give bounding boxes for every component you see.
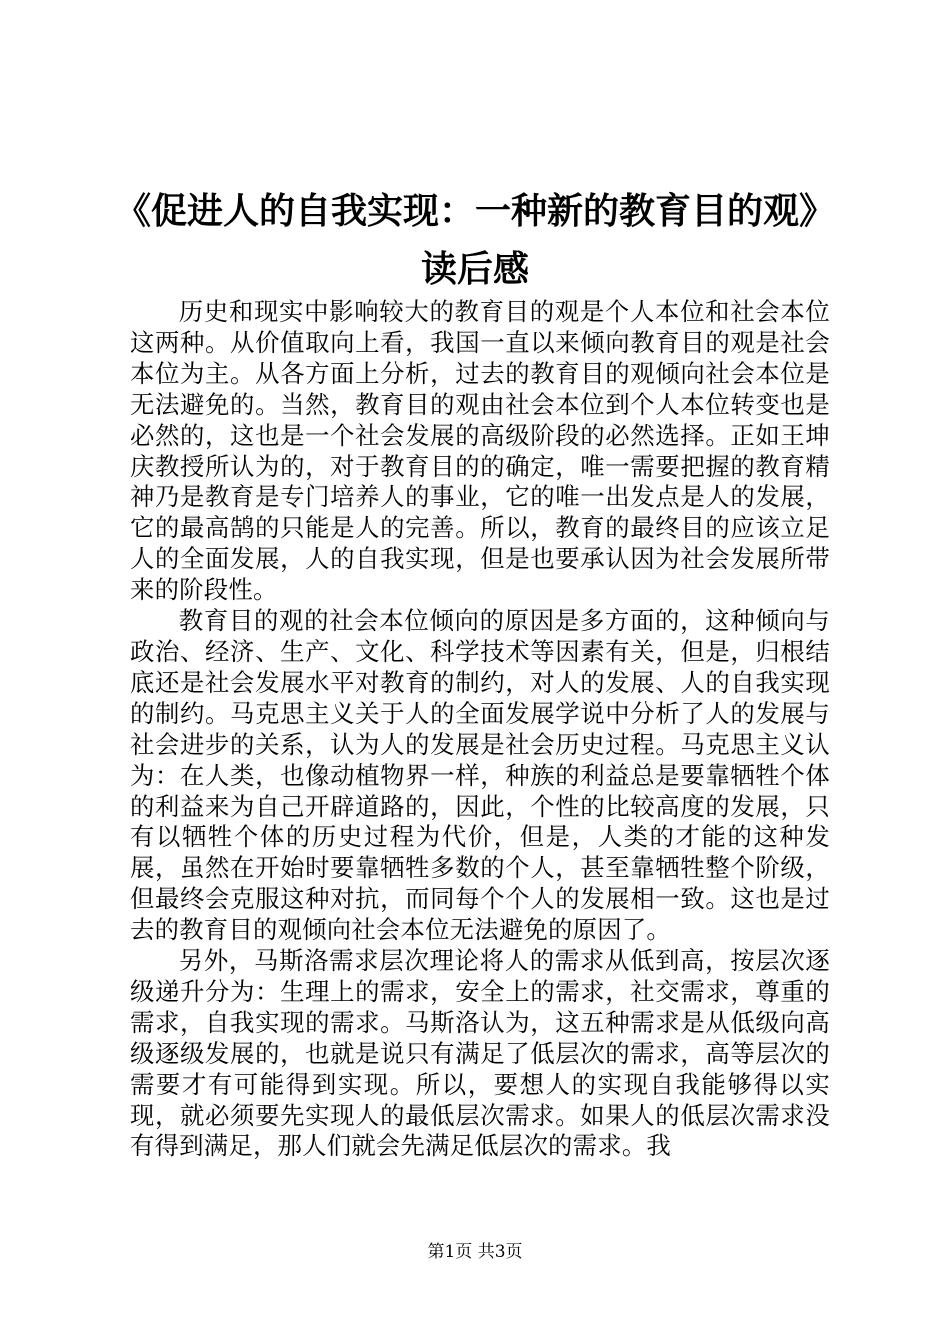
document-subtitle: 读后感: [420, 249, 529, 290]
paragraph-2: 教育目的观的社会本位倾向的原因是多方面的，这种倾向与政治、经济、生产、文化、科学技术等因素有关，但是，归根结底还是社会发展水平对教育的制约，对人的发展、人的自我实现的制约。马克思主义关于人的全面发展学说中分析了人的发展与社会进步的关系，认为人的发展是社会历史过程。马克思主义认为：在人类，也像动植物界一样，种族的利益总是要靠牺牲个体的利益来为自己开辟道路的，因此，个性的比较高度的发展，只有以牺牲个体的历史过程为代价，但是，人类的才能的这种发展，虽然在开始时要靠牺牲多数的个人，甚至靠牺牲整个阶级，但最终会克服这种对抗，而同每个个人的发展相一致。这也是过去的教育目的观倾向社会本位无法避免的原因了。: [130, 606, 830, 945]
document-body: [130, 297, 830, 1162]
paragraph-3: 另外，马斯洛需求层次理论将人的需求从低到高，按层次逐级递升分为：生理上的需求，安全上的需求，社交需求，尊重的需求，自我实现的需求。马斯洛认为，这五种需求是从低级向高级逐级发展的，也就是说只有满足了低层次的需求，高等层次的需要才有可能得到实现。所以，要想人的实现自我能够得以实现，就必须要先实现人的最低层次需求。如果人的低层次需求没有得到满足，那人们就会先满足低层次的需求。我: [130, 946, 830, 1161]
page-footer: 第1页 共3页: [427, 1242, 523, 1262]
document-title: 《促进人的自我实现：一种新的教育目的观》: [114, 191, 835, 232]
paragraph-1: 历史和现实中影响较大的教育目的观是个人本位和社会本位这两种。从价值取向上看，我国一直以来倾向教育目的观是社会本位为主。从各方面上分析，过去的教育目的观倾向社会本位是无法避免的。当然，教育目的观由社会本位到个人本位转变也是必然的，这也是一个社会发展的高级阶段的必然选择。正如王坤庆教授所认为的，对于教育目的的确定，唯一需要把握的教育精神乃是教育是专门培养人的事业，它的唯一出发点是人的发展，它的最高鹄的只能是人的完善。所以，教育的最终目的应该立足人的全面发展，人的自我实现，但是也要承认因为社会发展所带来的阶段性。: [130, 297, 830, 605]
